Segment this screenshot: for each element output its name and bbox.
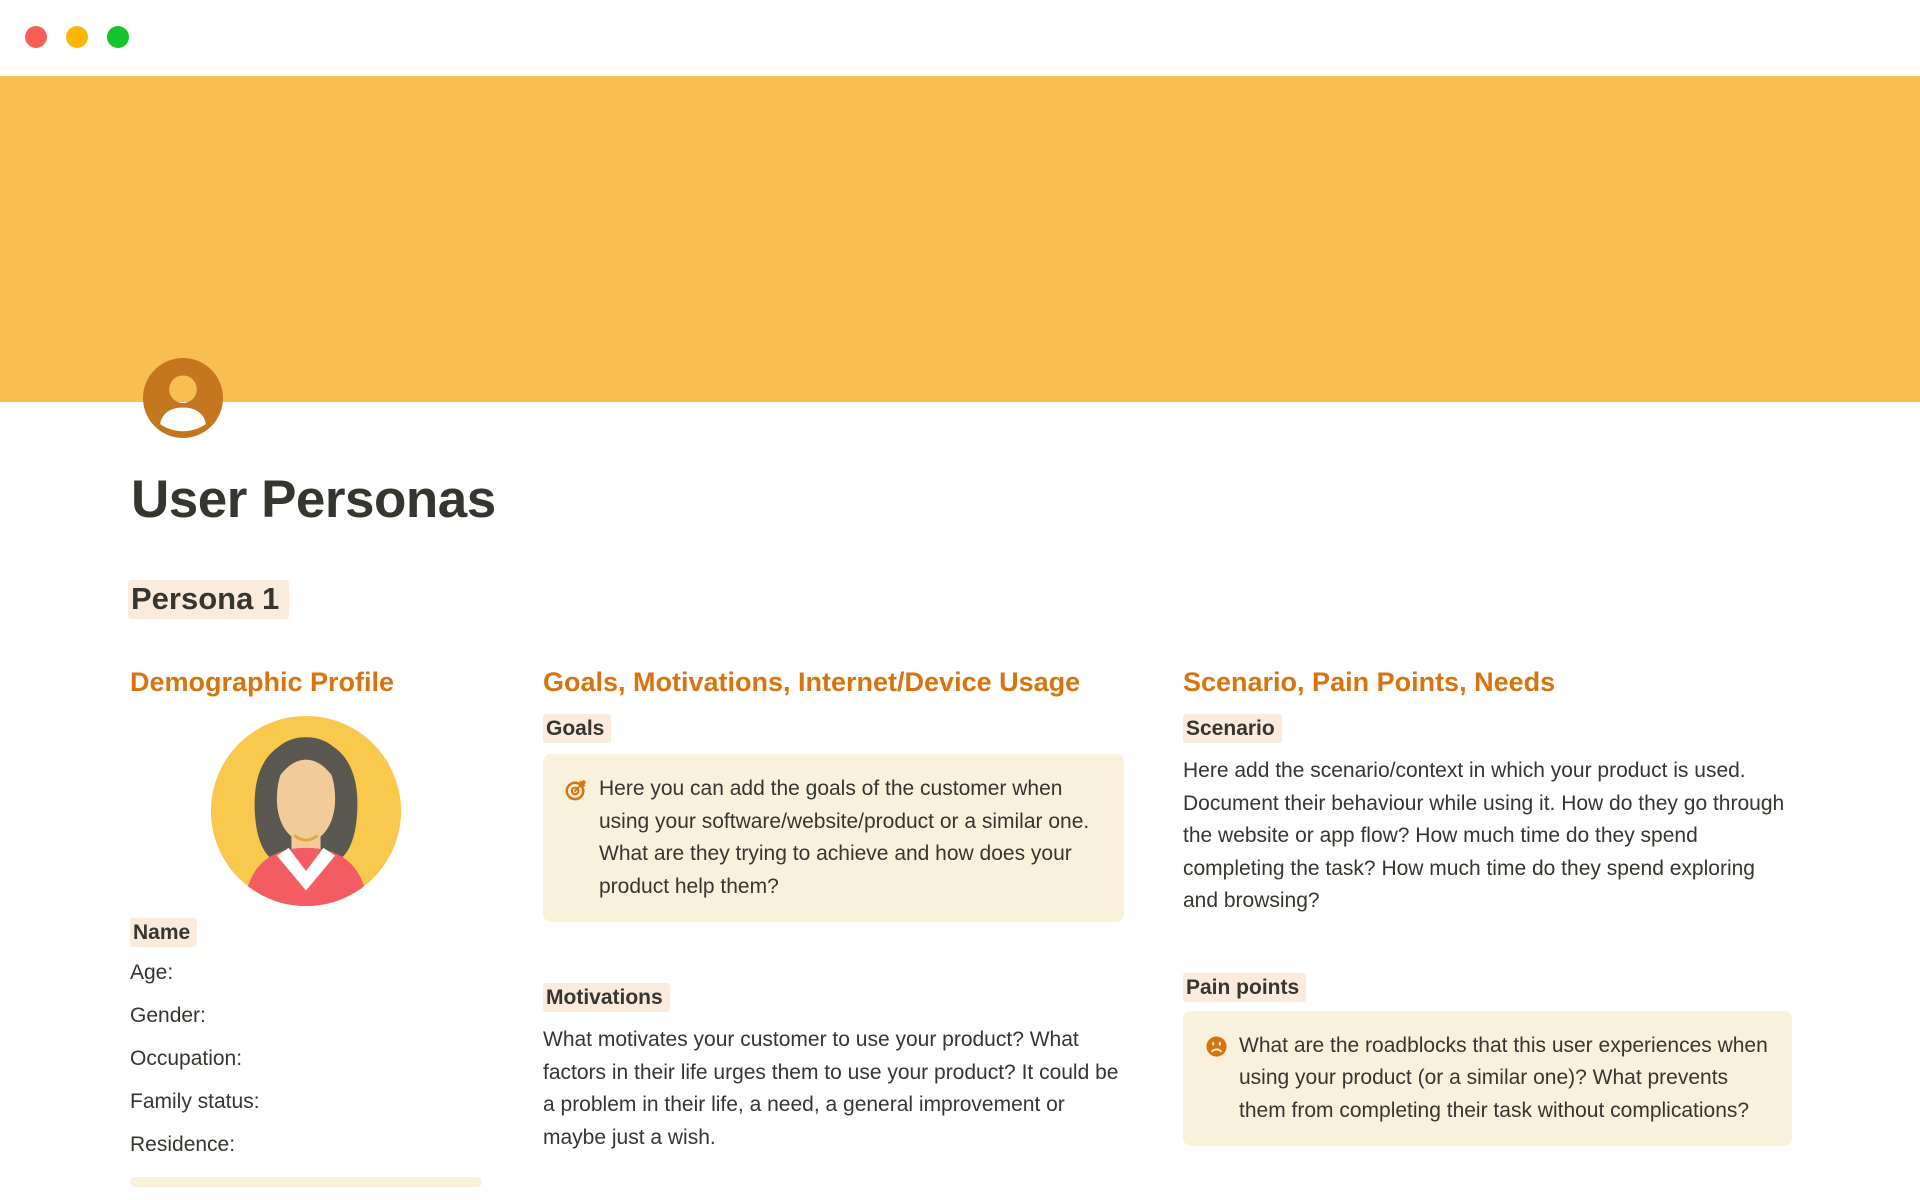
motivations-label: Motivations <box>543 983 670 1012</box>
page-person-avatar-icon[interactable] <box>143 358 223 438</box>
window-titlebar <box>0 0 1920 76</box>
column-goals-motivations <box>543 666 1124 1154</box>
window-controls <box>25 26 129 48</box>
goals-callout <box>543 754 1124 922</box>
zoom-window-button[interactable] <box>107 26 129 48</box>
page-cover-banner <box>0 76 1920 402</box>
goals-motivations-heading: Goals, Motivations, Internet/Device Usage <box>543 667 1081 697</box>
scenario-paragraph: Here add the scenario/context in which your product is used. Document their behaviour while using it. How do they go through the website or app flow? How much time do they spend completing the task? How much time do they spend exploring and browsing? <box>1183 759 1785 912</box>
woman-portrait-illustration <box>209 714 403 908</box>
close-window-button[interactable] <box>25 26 47 48</box>
page-title: User Personas <box>131 470 496 529</box>
target-dart-icon <box>565 778 588 801</box>
scenario-painpoints-heading: Scenario, Pain Points, Needs <box>1183 667 1556 697</box>
name-field-label: Name <box>130 918 197 947</box>
occupation-field-label: Occupation: <box>130 1047 243 1070</box>
age-field-label: Age: <box>130 961 174 984</box>
demographic-field-list <box>130 962 482 1155</box>
persona-section-heading: Persona 1 <box>128 580 289 619</box>
sad-face-icon <box>1205 1035 1228 1058</box>
residence-field-label: Residence: <box>130 1133 236 1156</box>
goals-callout-text: Here you can add the goals of the customer when using your software/website/product or a similar one. What are they trying to achieve and how does your product help them? <box>599 777 1090 898</box>
pain-points-callout-text: What are the roadblocks that this user experiences when using your product (or a similar one)? What prevents them from completing their task without complications? <box>1239 1033 1768 1122</box>
persona-columns <box>130 666 1792 1187</box>
family-status-field-label: Family status: <box>130 1090 260 1113</box>
column-demographic-profile <box>130 666 482 1187</box>
demographic-profile-heading: Demographic Profile <box>130 667 395 697</box>
goals-label: Goals <box>543 714 611 743</box>
minimize-window-button[interactable] <box>66 26 88 48</box>
scenario-label: Scenario <box>1183 714 1282 743</box>
pain-points-label: Pain points <box>1183 973 1306 1002</box>
pain-points-callout <box>1183 1011 1792 1147</box>
highlighted-empty-line <box>130 1177 482 1187</box>
column-scenario-painpoints <box>1183 666 1792 1146</box>
motivations-paragraph: What motivates your customer to use your product? What factors in their life urges them to use your product? It could be a problem in their life, a need, a general improvement or maybe just a wish. <box>543 1028 1119 1149</box>
gender-field-label: Gender: <box>130 1004 206 1027</box>
